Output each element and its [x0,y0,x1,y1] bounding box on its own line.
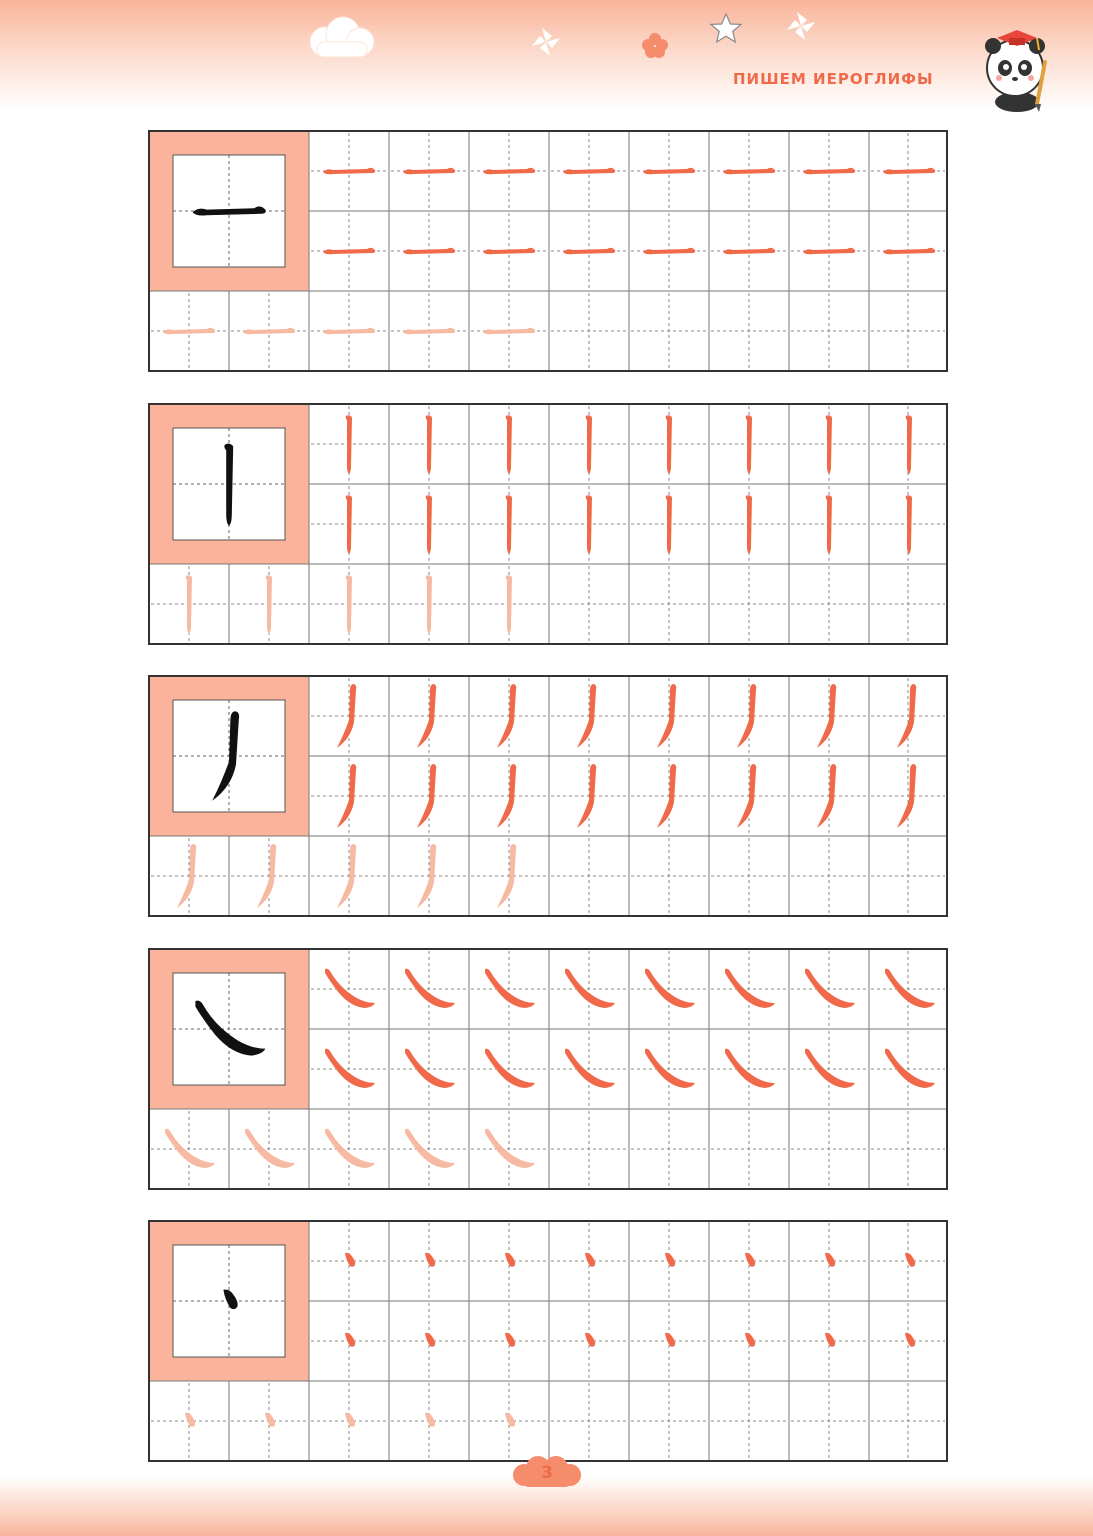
practice-cell [469,756,549,836]
practice-block-vertical [148,403,946,643]
practice-cell [709,949,789,1029]
page-title: ПИШЕМ ИЕРОГЛИФЫ [733,70,934,88]
practice-cell [789,1029,869,1109]
practice-cell [709,836,789,916]
practice-cell [309,756,389,836]
pinwheel-icon [530,26,562,58]
practice-cell [709,564,789,644]
practice-cell [869,291,947,371]
practice-cell [789,564,869,644]
practice-cell [629,836,709,916]
practice-cell [549,756,629,836]
practice-cell [149,1109,229,1189]
practice-cell [629,564,709,644]
practice-cell [869,836,947,916]
practice-block-right-falling [148,948,946,1188]
practice-cell [309,836,389,916]
practice-cell [709,756,789,836]
practice-cell [309,949,389,1029]
practice-cell [869,1029,947,1109]
practice-block-horizontal [148,130,946,370]
practice-cell [789,836,869,916]
practice-cell [229,1109,309,1189]
practice-cell [549,836,629,916]
practice-cell [869,949,947,1029]
practice-cell [629,291,709,371]
practice-cell [549,676,629,756]
practice-cell [149,836,229,916]
practice-cell [389,756,469,836]
practice-cell [789,1109,869,1189]
practice-cell [469,1029,549,1109]
practice-cell [629,1381,709,1461]
practice-cell [229,836,309,916]
practice-cell [629,676,709,756]
practice-cell [549,1381,629,1461]
practice-block-dot [148,1220,946,1460]
practice-cell [309,676,389,756]
flower-icon [640,32,670,58]
practice-cell [789,676,869,756]
page-number: 3 [541,1463,553,1483]
practice-cell [309,1109,389,1189]
practice-cell [549,564,629,644]
practice-cell [389,949,469,1029]
practice-cell [549,949,629,1029]
cloud-icon [305,14,377,60]
practice-cell [789,291,869,371]
practice-cell [629,756,709,836]
practice-cell [789,949,869,1029]
practice-cell [469,1109,549,1189]
practice-cell [789,1381,869,1461]
practice-cell [389,836,469,916]
practice-cell [389,1109,469,1189]
practice-cell [869,564,947,644]
practice-cell [389,676,469,756]
practice-cell [709,1381,789,1461]
practice-cell [869,1109,947,1189]
pinwheel-icon [785,10,817,42]
practice-cell [709,676,789,756]
practice-cell [469,676,549,756]
practice-cell [469,836,549,916]
practice-cell [549,291,629,371]
practice-cell [869,1381,947,1461]
practice-cell [869,676,947,756]
practice-block-left-falling [148,675,946,915]
star-icon [708,12,744,46]
practice-cell [789,756,869,836]
practice-cell [709,1109,789,1189]
practice-cell [309,1029,389,1109]
practice-cell [469,949,549,1029]
practice-cell [629,1029,709,1109]
practice-cell [709,1029,789,1109]
practice-cell [629,1109,709,1189]
practice-cell [869,756,947,836]
panda-graduate-icon [975,22,1065,114]
practice-cell [709,291,789,371]
practice-cell [389,1029,469,1109]
practice-cell [629,949,709,1029]
practice-cell [549,1029,629,1109]
practice-cell [549,1109,629,1189]
